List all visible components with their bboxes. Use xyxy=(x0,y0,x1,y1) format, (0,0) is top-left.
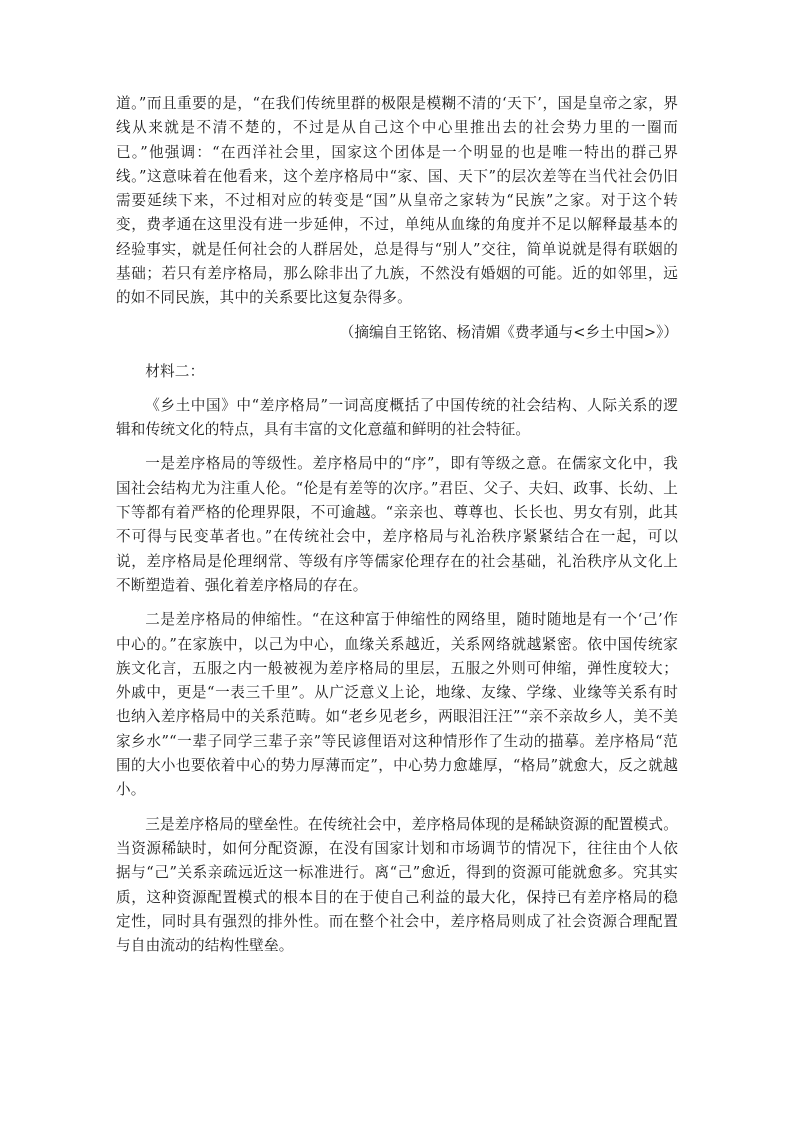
source-citation: （摘编自王铭铭、杨清媚《费孝通与<乡土中国>》） xyxy=(339,323,678,341)
body-paragraph-elasticity: 二是差序格局的伸缩性。“在这种富于伸缩性的网络里，随时随地是有一个‘己’作中心的。”在家族中，以己为中心，血缘关系越近，关系网络就越紧密。依中国传统家族文化言，五服之内一般被视为差序格局的里层，五服之外则可伸缩，弹性度较大；外戚中，更是“一表三千里”。从广泛意义上论，地缘、友缘、学缘、业缘等关系有时也纳入差序格局中的关系范畴。如“老乡见老乡，两眼泪汪汪”“亲不亲故乡人，美不美家乡水”“一辈子同学三辈子亲”等民谚俚语对这种情形作了生动的描摹。差序格局“范围的大小也要依着中心的势力厚薄而定”，中心势力愈雄厚，“格局”就愈大，反之就越小。 xyxy=(116,611,678,799)
body-paragraph-barrier: 三是差序格局的壁垒性。在传统社会中，差序格局体现的是稀缺资源的配置模式。当资源稀缺时，如何分配资源，在没有国家计划和市场调节的情况下，往往由个人依据与“己”关系亲疏远近这一标准进行。离“己”愈近，得到的资源可能就愈多。究其实质，这种资源配置模式的根本目的在于使自己利益的最大化，保持已有差序格局的稳定性，同时具有强烈的排外性。而在整个社会中，差序格局则成了社会资源合理配置与自由流动的结构性壁垒。 xyxy=(116,815,678,955)
document-page xyxy=(116,92,678,958)
opening-paragraph: 道。”而且重要的是，“在我们传统里群的极限是模糊不清的‘天下’，国是皇帝之家，界线从来就是不清不楚的，不过是从自己这个中心里推出去的社会势力里的一圈而已。”他强调：“在西洋社会里，国家这个团体是一个明显的也是唯一特出的群己界线。”这意味着在他看来，这个差序格局中“家、国、天下”的层次差等在当代社会仍旧需要延续下来，不过相对应的转变是“国”从皇帝之家转为“民族”之家。对于这个转变，费孝通在这里没有进一步延伸，不过，单纯从血缘的角度并不足以解释最基本的经验事实，就是任何社会的人群居处，总是得与“别人”交往，简单说就是得有联姻的基础；若只有差序格局，那么除非出了九族，不然没有婚姻的可能。近的如邻里，远的如不同民族，其中的关系要比这复杂得多。 xyxy=(116,95,678,307)
body-paragraph-intro: 《乡土中国》中“差序格局”一词高度概括了中国传统的社会结构、人际关系的逻辑和传统文化的特点，具有丰富的文化意蕴和鲜明的社会特征。 xyxy=(116,396,678,439)
material-label: 材料二： xyxy=(145,362,205,380)
body-paragraph-hierarchy: 一是差序格局的等级性。差序格局中的“序”，即有等级之意。在儒家文化中，我国社会结构尤为注重人伦。“伦是有差等的次序。”君臣、父子、夫妇、政事、长幼、上下等都有着严格的伦理界限，不可逾越。“亲亲也、尊尊也、长长也、男女有别，此其不可得与民变革者也。”在传统社会中，差序格局与礼治秩序紧紧结合在一起，可以说，差序格局是伦理纲常、等级有序等儒家伦理存在的社会基础，礼治秩序从文化上不断塑造着、强化着差序格局的存在。 xyxy=(116,455,678,594)
